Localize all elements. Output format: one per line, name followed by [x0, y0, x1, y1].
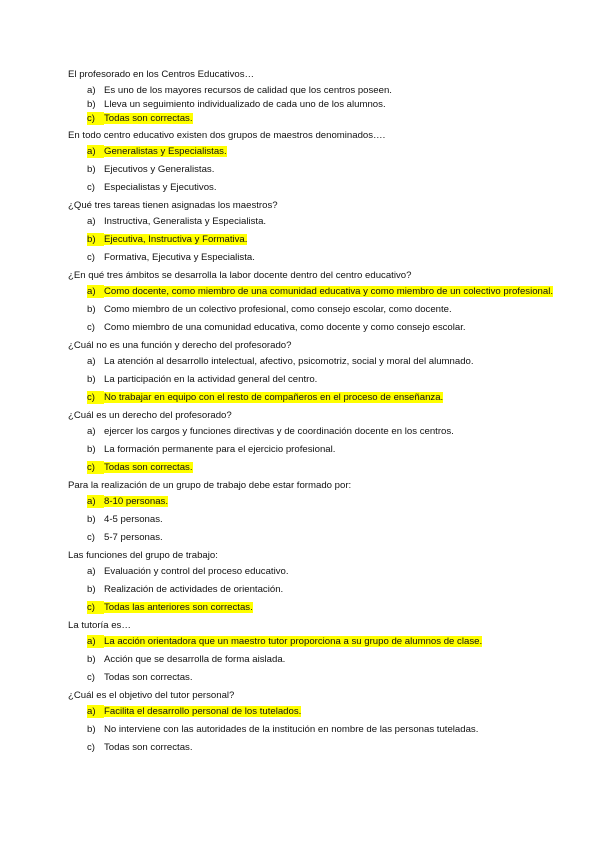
option-letter: b) — [87, 164, 96, 175]
option-item — [87, 531, 560, 544]
option-letter: a) — [87, 85, 96, 96]
option-letter: a) — [87, 426, 96, 437]
question-block — [68, 619, 560, 684]
option-text: Ejecutiva, Instructiva y Formativa. — [104, 234, 248, 245]
option-item — [87, 215, 560, 228]
question-text: Para la realización de un grupo de trabajo debe estar formado por: — [68, 480, 352, 491]
question-block — [68, 269, 560, 334]
option-item — [87, 565, 560, 578]
option-text: La acción orientadora que un maestro tutor proporciona a su grupo de alumnos de clase. — [104, 636, 483, 647]
option-text: Evaluación y control del proceso educativo. — [104, 566, 289, 577]
question-text: ¿En qué tres ámbitos se desarrolla la labor docente dentro del centro educativo? — [68, 270, 412, 281]
option-item — [87, 443, 560, 456]
option-item-correct — [87, 705, 560, 718]
option-letter: a) — [87, 566, 96, 577]
option-item — [87, 303, 560, 316]
option-letter: b) — [87, 654, 96, 665]
option-text: La formación permanente para el ejercicio profesional. — [104, 444, 336, 455]
question-block — [68, 68, 560, 125]
question-text: El profesorado en los Centros Educativos… — [68, 69, 255, 80]
option-letter: b) — [87, 444, 96, 455]
option-item-correct — [87, 391, 560, 404]
option-item-correct — [87, 461, 560, 474]
option-item — [87, 163, 560, 176]
option-text: 8-10 personas. — [104, 496, 168, 507]
option-text: Todas son correctas. — [104, 462, 193, 473]
question-block — [68, 129, 560, 194]
option-item — [87, 671, 560, 684]
option-item-correct — [87, 285, 560, 298]
option-item — [87, 84, 560, 97]
option-letter: b) — [87, 304, 96, 315]
option-text: Como miembro de una comunidad educativa, como docente y como consejo escolar. — [104, 322, 466, 333]
option-text: Ejecutivos y Generalistas. — [104, 164, 215, 175]
question-block — [68, 479, 560, 544]
option-text: Todas son correctas. — [104, 113, 193, 124]
option-letter: c) — [87, 112, 104, 125]
option-letter: a) — [87, 705, 104, 718]
option-text: La atención al desarrollo intelectual, afectivo, psicomotriz, social y moral del alumnado. — [104, 356, 474, 367]
option-letter: c) — [87, 391, 104, 404]
option-letter: b) — [87, 233, 104, 246]
option-letter: c) — [87, 672, 95, 683]
option-letter: a) — [87, 356, 96, 367]
option-item — [87, 321, 560, 334]
question-text: ¿Qué tres tareas tienen asignadas los maestros? — [68, 200, 278, 211]
option-item — [87, 181, 560, 194]
option-letter: c) — [87, 252, 95, 263]
option-item — [87, 98, 560, 111]
question-block — [68, 689, 560, 754]
option-letter: c) — [87, 322, 95, 333]
option-item-correct — [87, 635, 560, 648]
option-text: Es uno de los mayores recursos de calidad que los centros poseen. — [104, 85, 392, 96]
option-item — [87, 741, 560, 754]
option-letter: c) — [87, 601, 104, 614]
question-text: ¿Cuál no es una función y derecho del profesorado? — [68, 340, 292, 351]
option-letter: b) — [87, 584, 96, 595]
option-text: ejercer los cargos y funciones directivas y de coordinación docente en los centros. — [104, 426, 454, 437]
option-item-correct — [87, 145, 560, 158]
option-text: Acción que se desarrolla de forma aislada. — [104, 654, 286, 665]
question-block — [68, 199, 560, 264]
option-text: Todas son correctas. — [104, 672, 193, 683]
option-text: 4-5 personas. — [104, 514, 163, 525]
option-item — [87, 653, 560, 666]
question-text: ¿Cuál es un derecho del profesorado? — [68, 410, 232, 421]
option-letter: c) — [87, 742, 95, 753]
option-letter: c) — [87, 532, 95, 543]
option-item — [87, 355, 560, 368]
option-letter: a) — [87, 635, 104, 648]
question-text: En todo centro educativo existen dos grupos de maestros denominados…. — [68, 130, 386, 141]
option-text: Todas las anteriores son correctas. — [104, 602, 253, 613]
option-letter: c) — [87, 182, 95, 193]
option-item-correct — [87, 601, 560, 614]
option-text: Todas son correctas. — [104, 742, 193, 753]
option-letter: b) — [87, 99, 96, 110]
question-text: ¿Cuál es el objetivo del tutor personal? — [68, 690, 235, 701]
option-letter: a) — [87, 495, 104, 508]
option-text: Como miembro de un colectivo profesional, como consejo escolar, como docente. — [104, 304, 452, 315]
option-item — [87, 513, 560, 526]
question-block — [68, 549, 560, 614]
option-item — [87, 723, 560, 736]
option-text: No interviene con las autoridades de la institución en nombre de las personas tuteladas. — [104, 724, 479, 735]
option-letter: a) — [87, 216, 96, 227]
option-text: Instructiva, Generalista y Especialista. — [104, 216, 267, 227]
option-item-correct — [87, 495, 560, 508]
option-text: Como docente, como miembro de una comunidad educativa y como miembro de un colectivo profesional. — [104, 286, 554, 297]
option-item — [87, 251, 560, 264]
option-letter: b) — [87, 724, 96, 735]
option-text: No trabajar en equipo con el resto de compañeros en el proceso de enseñanza. — [104, 392, 444, 403]
option-text: 5-7 personas. — [104, 532, 163, 543]
option-text: Realización de actividades de orientación. — [104, 584, 284, 595]
option-text: Facilita el desarrollo personal de los tutelados. — [104, 706, 302, 717]
option-letter: c) — [87, 461, 104, 474]
option-letter: a) — [87, 145, 104, 158]
option-item-correct — [87, 112, 560, 125]
option-text: Lleva un seguimiento individualizado de cada uno de los alumnos. — [104, 99, 386, 110]
option-item-correct — [87, 233, 560, 246]
question-text: La tutoría es… — [68, 620, 131, 631]
option-text: Formativa, Ejecutiva y Especialista. — [104, 252, 255, 263]
option-letter: b) — [87, 514, 96, 525]
option-item — [87, 425, 560, 438]
option-text: Especialistas y Ejecutivos. — [104, 182, 217, 193]
option-letter: a) — [87, 285, 104, 298]
question-text: Las funciones del grupo de trabajo: — [68, 550, 218, 561]
option-letter: b) — [87, 374, 96, 385]
option-text: La participación en la actividad general del centro. — [104, 374, 318, 385]
option-text: Generalistas y Especialistas. — [104, 146, 227, 157]
question-block — [68, 339, 560, 404]
question-block — [68, 409, 560, 474]
option-item — [87, 583, 560, 596]
option-item — [87, 373, 560, 386]
